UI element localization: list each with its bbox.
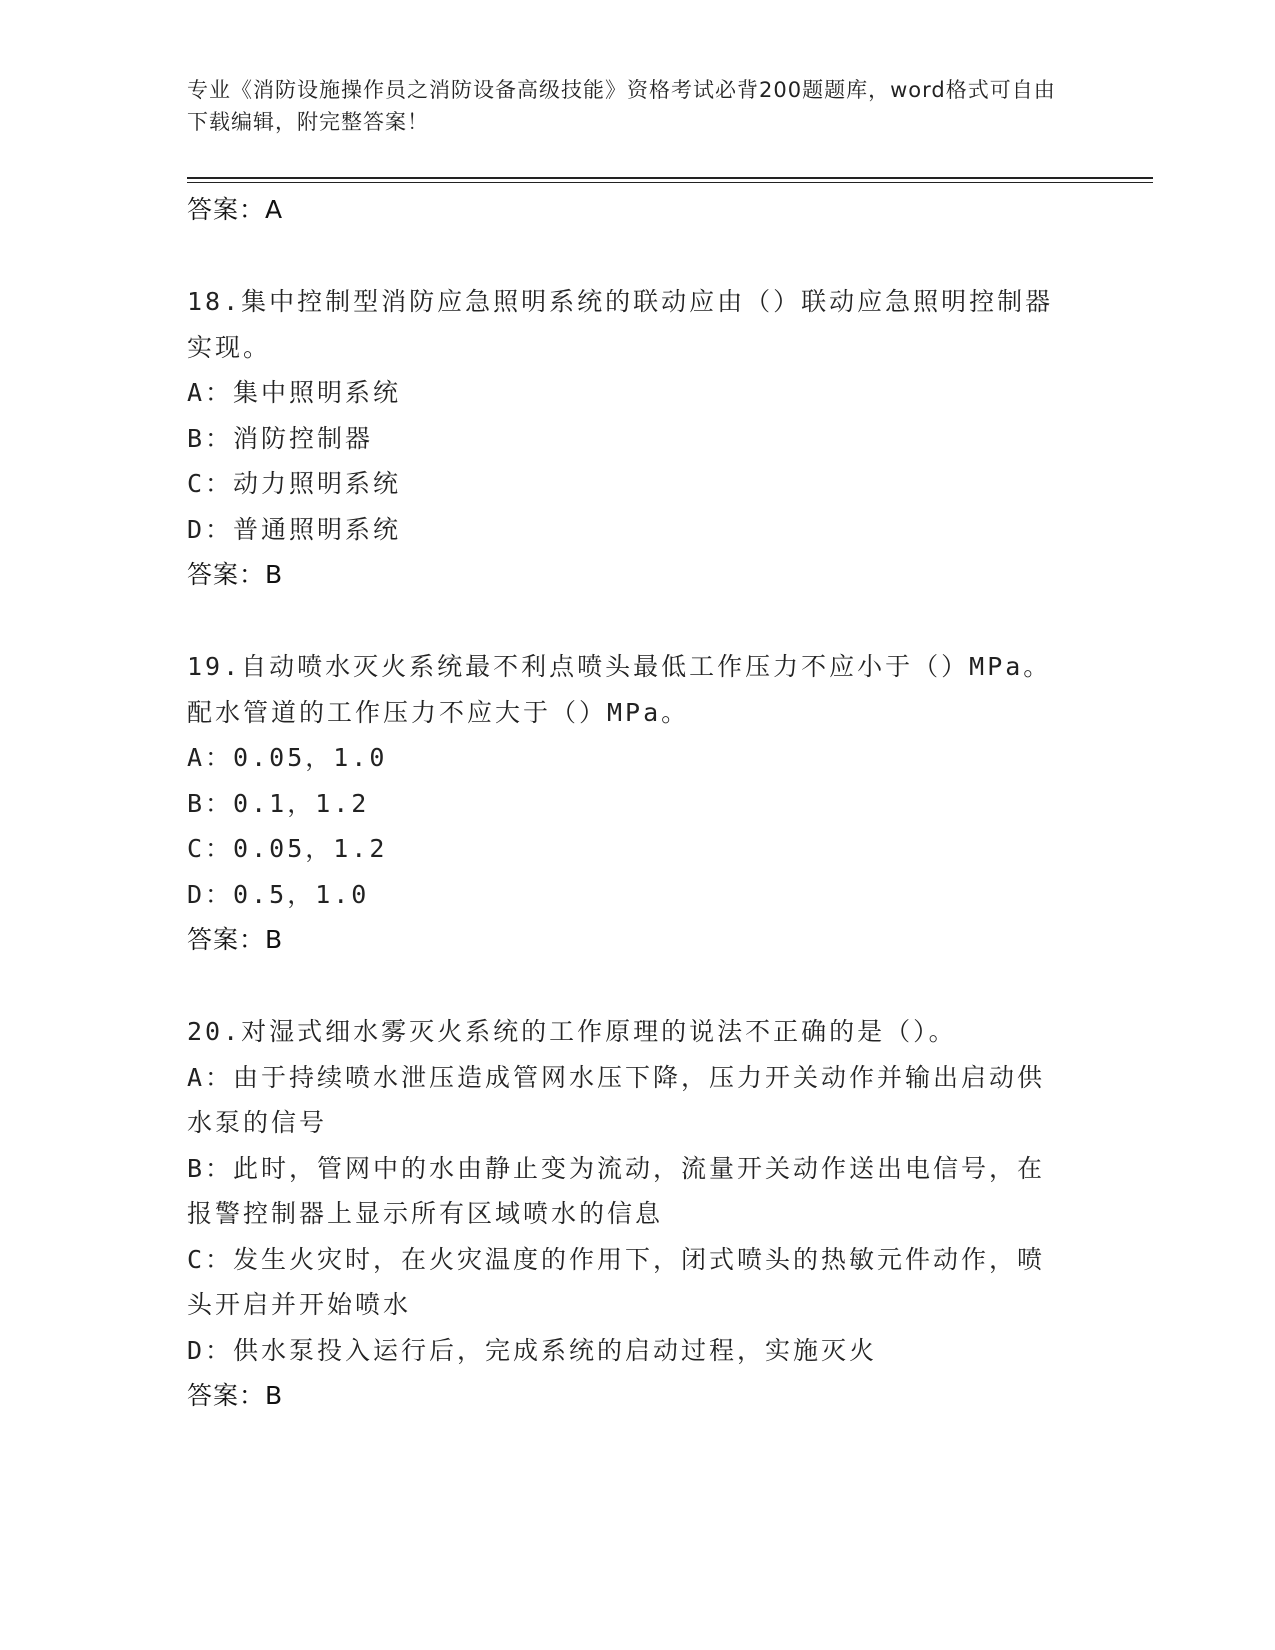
question-stem-line: 18.集中控制型消防应急照明系统的联动应由（）联动应急照明控制器	[187, 287, 1054, 316]
option-c: C：0.05，1.2	[187, 834, 388, 863]
option-a: A：由于持续喷水泄压造成管网水压下降，压力开关动作并输出启动供	[187, 1062, 1046, 1092]
question-block	[187, 279, 1087, 597]
option-d: D：普通照明系统	[187, 514, 402, 544]
header-rule-thick	[187, 177, 1153, 179]
answer-line: 答案：B	[187, 560, 284, 589]
answer-line: 答案：B	[187, 1381, 284, 1410]
question-content	[187, 187, 1087, 1418]
question-stem-line: 实现。	[187, 332, 272, 362]
question-stem-line: 配水管道的工作压力不应大于（）MPa。	[187, 697, 690, 727]
question-stem-line: 20.对湿式细水雾灭火系统的工作原理的说法不正确的是（）。	[187, 1017, 957, 1046]
question-block	[187, 1009, 1087, 1418]
option-b: B：消防控制器	[187, 423, 374, 453]
answer-line: 答案：B	[187, 925, 284, 954]
option-c: C：动力照明系统	[187, 469, 402, 498]
option-a-continuation: 水泵的信号	[187, 1108, 328, 1137]
option-d: D：0.5，1.0	[187, 879, 370, 909]
document-header: 专业《消防设施操作员之消防设备高级技能》资格考试必背200题题库，word格式可自由下载编辑，附完整答案！	[187, 78, 1056, 134]
option-b-continuation: 报警控制器上显示所有区域喷水的信息	[187, 1199, 664, 1228]
question-stem-line: 19.自动喷水灭火系统最不利点喷头最低工作压力不应小于（）MPa。	[187, 652, 1052, 681]
option-b: B：0.1，1.2	[187, 788, 370, 818]
option-c-continuation: 头开启并开始喷水	[187, 1290, 412, 1319]
option-c: C：发生火灾时，在火灾温度的作用下，闭式喷头的热敏元件动作，喷	[187, 1244, 1046, 1274]
option-a: A：0.05，1.0	[187, 743, 388, 772]
previous-answer: 答案：A	[187, 195, 284, 224]
option-d: D：供水泵投入运行后，完成系统的启动过程，实施灭火	[187, 1335, 878, 1365]
option-a: A：集中照明系统	[187, 378, 402, 407]
header-rule-thin	[187, 182, 1153, 183]
option-b: B：此时，管网中的水由静止变为流动，流量开关动作送出电信号，在	[187, 1153, 1046, 1183]
question-block	[187, 644, 1087, 962]
